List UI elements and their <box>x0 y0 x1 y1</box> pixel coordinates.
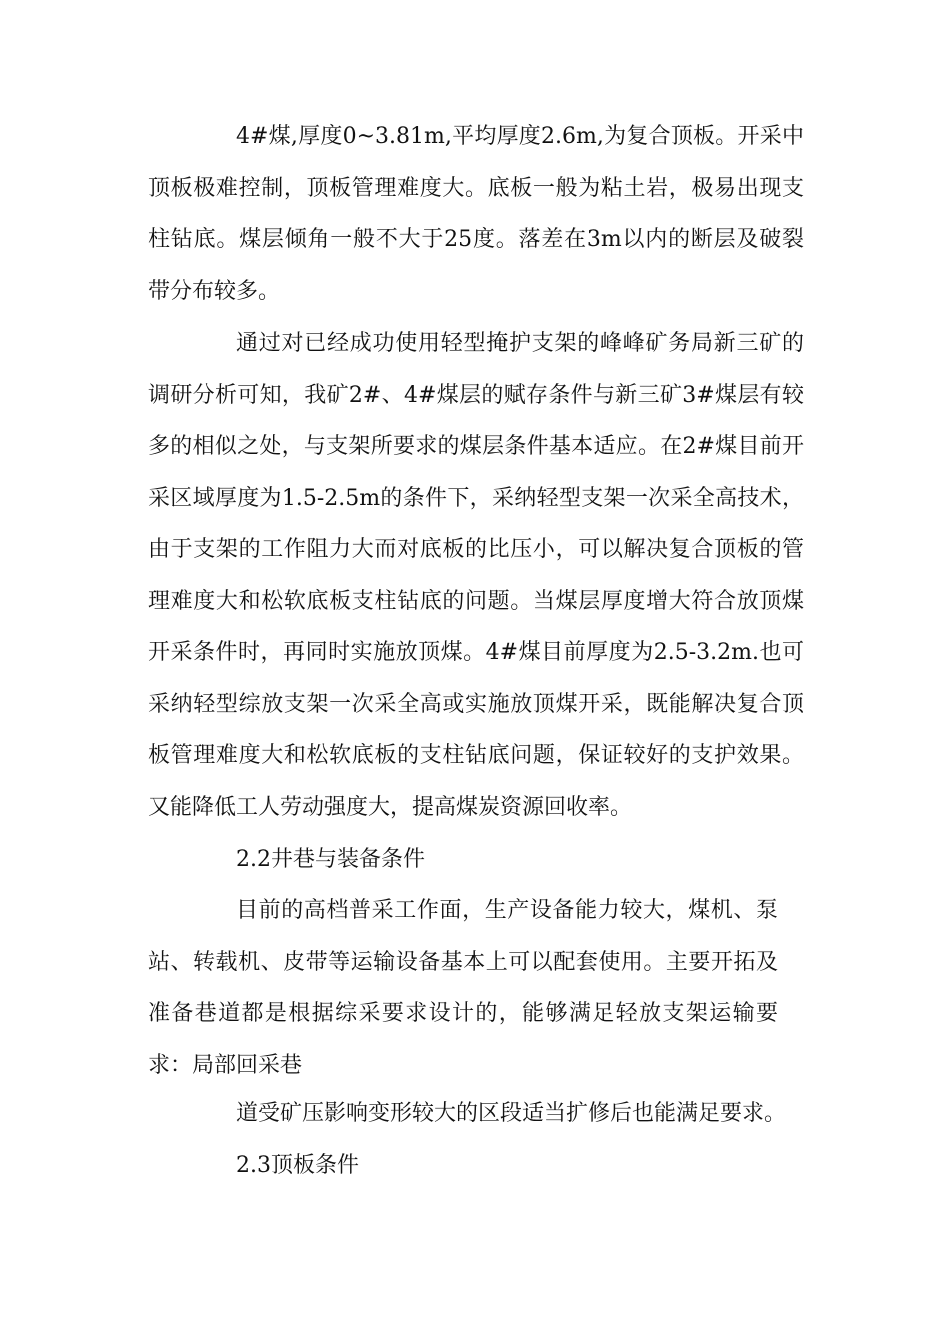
paragraph-coal-4-roof: 4#煤,厚度0~3.81m,平均厚度2.6m,为复合顶板。开采中顶板极难控制，顶板管理难度大。底板一般为粘土岩，极易出现支柱钻底。煤层倾角一般不大于25度。落差在3m以内的断层及破裂带分布较多。 <box>148 124 804 304</box>
paragraph-survey-analysis: 通过对已经成功使用轻型掩护支架的峰峰矿务局新三矿的调研分析可知，我矿2#、4#煤层的赋存条件与新三矿3#煤层有较多的相似之处，与支架所要求的煤层条件基本适应。在2#煤目前开采区域厚度为1.5-2.5m的条件下，采纳轻型支架一次采全高技术，由于支架的工作阻力大而对底板的比压小，可以解决复合顶板的管理难度大和松软底板支柱钻底的问题。当煤层厚度增大符合放顶煤开采条件时，再同时实施放顶煤。4#煤目前厚度为2.5-3.2m.也可采纳轻型综放支架一次采全高或实施放顶煤开采，既能解决复合顶板管理难度大和松软底板的支柱钻底问题，保证较好的支护效果。又能降低工人劳动强度大，提高煤炭资源回收率。 <box>148 331 804 820</box>
paragraph-equipment-conditions: 目前的高档普采工作面，生产设备能力较大，煤机、泵站、转载机、皮带等运输设备基本上可以配套使用。主要开拓及准备巷道都是根据综采要求设计的，能够满足轻放支架运输要求：局部回采巷 <box>148 898 778 1078</box>
section-heading-2-3: 2.3顶板条件 <box>236 1153 359 1178</box>
section-heading-2-2: 2.2井巷与装备条件 <box>236 847 425 872</box>
paragraph-roadway-repair: 道受矿压影响变形较大的区段适当扩修后也能满足要求。 <box>236 1101 787 1126</box>
